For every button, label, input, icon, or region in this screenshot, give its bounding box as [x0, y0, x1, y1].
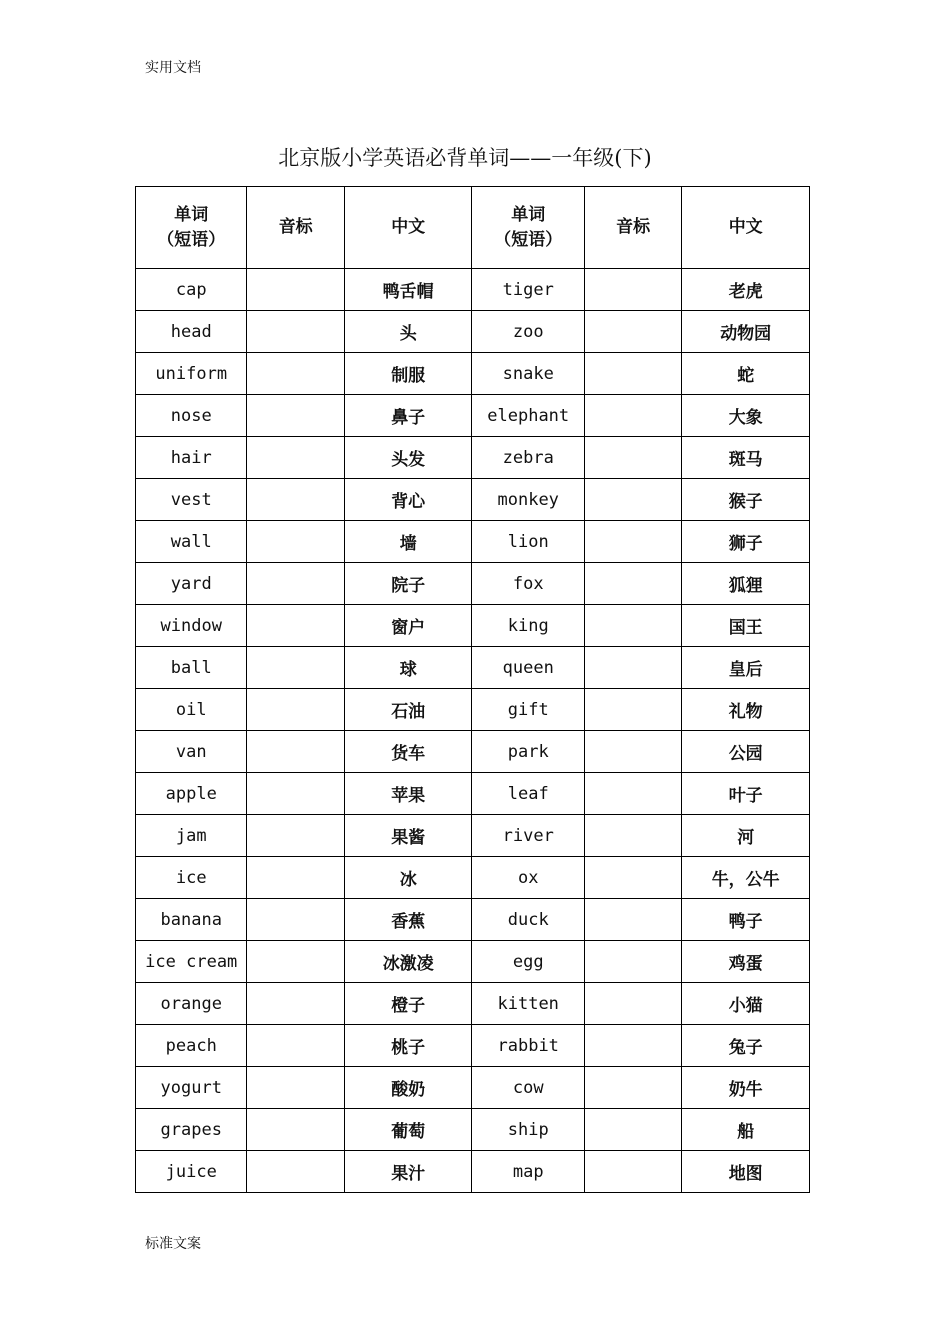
word-cell: cow: [472, 1067, 585, 1109]
chinese-cell: 鸭子: [682, 899, 810, 941]
chinese-cell: 蛇: [682, 353, 810, 395]
chinese-cell: 小猫: [682, 983, 810, 1025]
chinese-cell: 奶牛: [682, 1067, 810, 1109]
word-cell: elephant: [472, 395, 585, 437]
phonetic-cell: [584, 479, 681, 521]
word-cell: duck: [472, 899, 585, 941]
table-row: [136, 689, 810, 731]
chinese-cell: 国王: [682, 605, 810, 647]
phonetic-cell: [584, 1025, 681, 1067]
header-chinese-right: 中文: [682, 187, 810, 269]
header-word-line1: 单词: [174, 204, 209, 225]
document-title: 北京版小学英语必背单词——一年级(下): [278, 146, 652, 170]
phonetic-cell: [584, 773, 681, 815]
phonetic-cell: [584, 395, 681, 437]
header-word-line1: 单词: [511, 204, 546, 225]
chinese-cell: 鼻子: [344, 395, 472, 437]
phonetic-cell: [247, 1151, 344, 1193]
chinese-cell: 斑马: [682, 437, 810, 479]
phonetic-cell: [584, 311, 681, 353]
word-cell: nose: [136, 395, 247, 437]
phonetic-cell: [247, 1067, 344, 1109]
chinese-cell: 石油: [344, 689, 472, 731]
word-cell: ice: [136, 857, 247, 899]
chinese-cell: 桃子: [344, 1025, 472, 1067]
table-row: [136, 395, 810, 437]
phonetic-cell: [247, 689, 344, 731]
phonetic-cell: [247, 773, 344, 815]
word-cell: oil: [136, 689, 247, 731]
table-row: [136, 605, 810, 647]
phonetic-cell: [584, 815, 681, 857]
word-cell: rabbit: [472, 1025, 585, 1067]
header-word-line2: （短语）: [157, 229, 226, 250]
word-cell: wall: [136, 521, 247, 563]
word-cell: peach: [136, 1025, 247, 1067]
table-row: [136, 899, 810, 941]
phonetic-cell: [247, 479, 344, 521]
phonetic-cell: [584, 1067, 681, 1109]
word-cell: window: [136, 605, 247, 647]
chinese-cell: 货车: [344, 731, 472, 773]
word-cell: gift: [472, 689, 585, 731]
phonetic-cell: [247, 647, 344, 689]
phonetic-cell: [247, 983, 344, 1025]
table-row: [136, 1067, 810, 1109]
table-row: [136, 1025, 810, 1067]
word-cell: zoo: [472, 311, 585, 353]
word-cell: ball: [136, 647, 247, 689]
word-cell: apple: [136, 773, 247, 815]
word-cell: fox: [472, 563, 585, 605]
word-cell: ox: [472, 857, 585, 899]
phonetic-cell: [584, 521, 681, 563]
phonetic-cell: [247, 521, 344, 563]
word-cell: uniform: [136, 353, 247, 395]
table-row: [136, 311, 810, 353]
phonetic-cell: [247, 563, 344, 605]
phonetic-cell: [247, 269, 344, 311]
chinese-cell: 背心: [344, 479, 472, 521]
chinese-cell: 鸡蛋: [682, 941, 810, 983]
word-cell: tiger: [472, 269, 585, 311]
phonetic-cell: [584, 899, 681, 941]
table-row: [136, 1151, 810, 1193]
word-cell: yard: [136, 563, 247, 605]
chinese-cell: 猴子: [682, 479, 810, 521]
chinese-cell: 牛，公牛: [682, 857, 810, 899]
word-cell: park: [472, 731, 585, 773]
word-cell: lion: [472, 521, 585, 563]
chinese-cell: 香蕉: [344, 899, 472, 941]
phonetic-cell: [247, 311, 344, 353]
table-row: [136, 983, 810, 1025]
word-cell: van: [136, 731, 247, 773]
phonetic-cell: [247, 1109, 344, 1151]
vocabulary-table-body: [136, 269, 810, 1193]
word-cell: banana: [136, 899, 247, 941]
word-cell: hair: [136, 437, 247, 479]
chinese-cell: 葡萄: [344, 1109, 472, 1151]
phonetic-cell: [247, 1025, 344, 1067]
phonetic-cell: [584, 269, 681, 311]
phonetic-cell: [584, 1109, 681, 1151]
header-word-line2: （短语）: [494, 229, 563, 250]
word-cell: river: [472, 815, 585, 857]
chinese-cell: 冰激凌: [344, 941, 472, 983]
chinese-cell: 酸奶: [344, 1067, 472, 1109]
chinese-cell: 皇后: [682, 647, 810, 689]
chinese-cell: 苹果: [344, 773, 472, 815]
table-row: [136, 269, 810, 311]
phonetic-cell: [247, 353, 344, 395]
chinese-cell: 墙: [344, 521, 472, 563]
chinese-cell: 狐狸: [682, 563, 810, 605]
chinese-cell: 动物园: [682, 311, 810, 353]
word-cell: zebra: [472, 437, 585, 479]
phonetic-cell: [584, 647, 681, 689]
chinese-cell: 球: [344, 647, 472, 689]
chinese-cell: 狮子: [682, 521, 810, 563]
table-row: [136, 437, 810, 479]
phonetic-cell: [247, 605, 344, 647]
chinese-cell: 河: [682, 815, 810, 857]
header-word-right: [472, 187, 585, 269]
phonetic-cell: [247, 899, 344, 941]
phonetic-cell: [584, 353, 681, 395]
chinese-cell: 冰: [344, 857, 472, 899]
word-cell: grapes: [136, 1109, 247, 1151]
word-cell: queen: [472, 647, 585, 689]
word-cell: kitten: [472, 983, 585, 1025]
phonetic-cell: [247, 437, 344, 479]
word-cell: monkey: [472, 479, 585, 521]
chinese-cell: 头: [344, 311, 472, 353]
chinese-cell: 果酱: [344, 815, 472, 857]
table-row: [136, 563, 810, 605]
chinese-cell: 兔子: [682, 1025, 810, 1067]
word-cell: ice cream: [136, 941, 247, 983]
chinese-cell: 船: [682, 1109, 810, 1151]
word-cell: yogurt: [136, 1067, 247, 1109]
chinese-cell: 公园: [682, 731, 810, 773]
word-cell: ship: [472, 1109, 585, 1151]
chinese-cell: 礼物: [682, 689, 810, 731]
phonetic-cell: [584, 983, 681, 1025]
header-phonetic-right: 音标: [584, 187, 681, 269]
chinese-cell: 老虎: [682, 269, 810, 311]
chinese-cell: 头发: [344, 437, 472, 479]
phonetic-cell: [584, 1151, 681, 1193]
word-cell: cap: [136, 269, 247, 311]
chinese-cell: 果汁: [344, 1151, 472, 1193]
word-cell: jam: [136, 815, 247, 857]
chinese-cell: 大象: [682, 395, 810, 437]
table-row: [136, 353, 810, 395]
word-cell: head: [136, 311, 247, 353]
chinese-cell: 叶子: [682, 773, 810, 815]
word-cell: snake: [472, 353, 585, 395]
page-footer-note: 标准文案: [145, 1236, 201, 1252]
phonetic-cell: [584, 437, 681, 479]
chinese-cell: 制服: [344, 353, 472, 395]
header-word-left: [136, 187, 247, 269]
vocabulary-table: [135, 186, 810, 1193]
page-header-note: 实用文档: [145, 60, 201, 76]
table-row: [136, 941, 810, 983]
phonetic-cell: [247, 395, 344, 437]
word-cell: orange: [136, 983, 247, 1025]
table-row: [136, 1109, 810, 1151]
word-cell: map: [472, 1151, 585, 1193]
word-cell: vest: [136, 479, 247, 521]
phonetic-cell: [584, 857, 681, 899]
chinese-cell: 鸭舌帽: [344, 269, 472, 311]
phonetic-cell: [247, 857, 344, 899]
table-row: [136, 857, 810, 899]
phonetic-cell: [584, 941, 681, 983]
phonetic-cell: [247, 941, 344, 983]
table-row: [136, 521, 810, 563]
header-phonetic-left: 音标: [247, 187, 344, 269]
table-row: [136, 731, 810, 773]
table-row: [136, 773, 810, 815]
word-cell: leaf: [472, 773, 585, 815]
table-row: [136, 815, 810, 857]
phonetic-cell: [584, 731, 681, 773]
word-cell: juice: [136, 1151, 247, 1193]
phonetic-cell: [247, 815, 344, 857]
chinese-cell: 窗户: [344, 605, 472, 647]
table-header-row: [136, 187, 810, 269]
word-cell: egg: [472, 941, 585, 983]
phonetic-cell: [584, 563, 681, 605]
chinese-cell: 院子: [344, 563, 472, 605]
phonetic-cell: [584, 689, 681, 731]
chinese-cell: 橙子: [344, 983, 472, 1025]
phonetic-cell: [247, 731, 344, 773]
chinese-cell: 地图: [682, 1151, 810, 1193]
table-row: [136, 647, 810, 689]
table-row: [136, 479, 810, 521]
word-cell: king: [472, 605, 585, 647]
header-chinese-left: 中文: [344, 187, 472, 269]
phonetic-cell: [584, 605, 681, 647]
